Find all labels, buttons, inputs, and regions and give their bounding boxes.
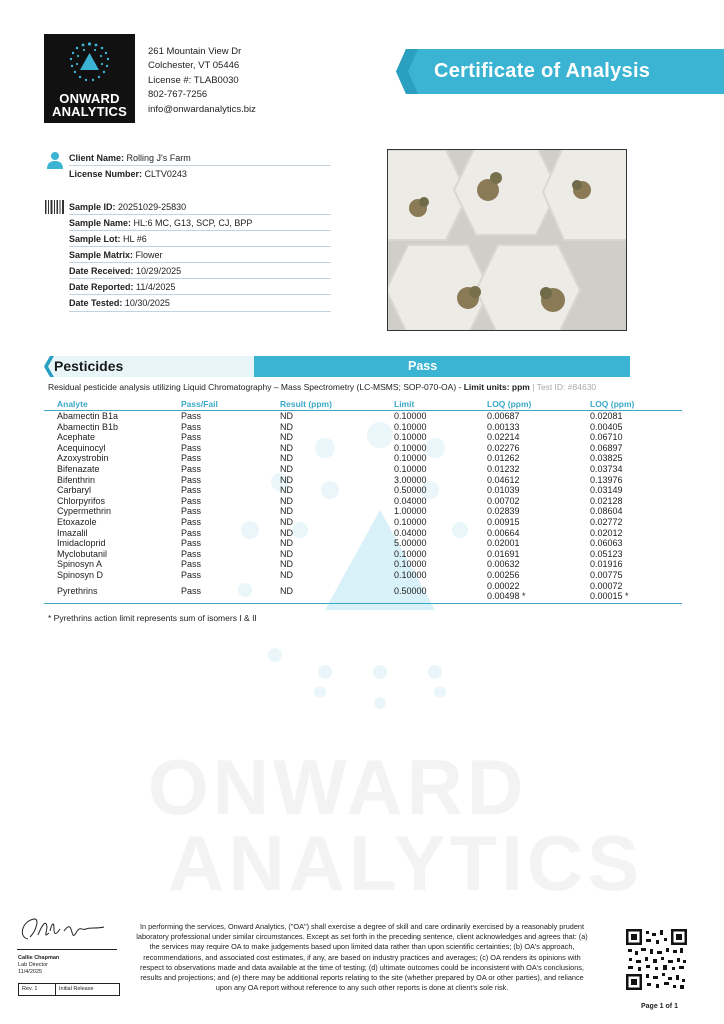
cell-loq: 0.02276 [487,442,520,453]
cell-analyte: Acequinocyl [57,442,106,453]
pyrethrins-note: * Pyrethrins action limit represents sum of isomers I & II [48,613,257,623]
col-result: Result (ppm) [280,399,332,409]
pyrethrins-analyte: Pyrethrins [57,586,98,596]
cell-pass-fail: Pass [181,474,202,485]
pyrethrins-loq-a1: 0.00022 [487,581,520,591]
revision-release: Initial Release [59,986,94,992]
lab-address-line2: Colchester, VT 05446 [148,60,240,72]
cell-analyte: Myclobutanil [57,548,108,559]
logo-word-analytics: ANALYTICS [52,104,127,119]
cell-pass-fail: Pass [181,442,202,453]
cell-loq: 0.00664 [487,527,520,538]
date-received-value: 10/29/2025 [136,266,182,276]
sample-id-value: 20251029-25830 [118,202,187,212]
signer-name: Callie Chapman [18,955,60,961]
cell-pass-fail: Pass [181,464,202,474]
pyrethrins-pass: Pass [181,586,202,596]
pesticides-section-bar [44,356,630,377]
date-tested-value: 10/30/2025 [124,298,170,308]
divider [69,311,331,312]
cell-pass-fail: Pass [181,421,202,432]
revision-number: Rev. 1 [22,986,38,992]
signer-date: 11/4/2025 [18,969,43,975]
cell-limit: 3.00000 [394,474,427,485]
watermark-logo-icon [230,420,470,710]
sample-lot-row [69,234,147,244]
date-tested-row [69,298,170,308]
units-text: Limit units: ppm [463,382,530,392]
cell-result: ND [280,442,293,453]
cell-loq-alt: 0.01916 [590,559,623,570]
cell-analyte: Spinosyn D [57,570,104,580]
cell-analyte: Azoxystrobin [57,453,109,464]
sample-name-label: Sample Name: [69,218,132,228]
sample-matrix-row [69,250,163,260]
cell-pass-fail: Pass [181,538,202,549]
sample-id-label: Sample ID: [69,202,116,212]
cell-result: ND [280,432,293,443]
lab-contact [148,45,256,117]
cell-limit: 0.10000 [394,421,427,432]
cell-limit: 0.04000 [394,495,427,506]
cell-analyte: Acephate [57,432,96,443]
pyrethrins-loq-a2: 0.00498 * [487,591,526,601]
cell-loq: 0.04612 [487,474,520,485]
page-number: Page 1 of 1 [641,1003,678,1010]
cell-result: ND [280,464,293,474]
cell-loq: 0.01262 [487,453,520,464]
cell-limit: 0.04000 [394,527,427,538]
cell-limit: 0.10000 [394,570,427,580]
coa-title-banner [396,49,724,94]
logo-dots-icon [44,36,135,86]
client-license-value: CLTV0243 [144,169,187,179]
lab-email: info@onwardanalytics.biz [148,103,256,115]
cell-analyte: Abamectin B1a [57,411,119,421]
cell-result: ND [280,559,293,570]
signature-line [17,949,117,950]
divider [69,262,331,263]
test-id: | Test ID: #84630 [529,382,597,392]
lab-address-line1: 261 Mountain View Dr [148,46,242,57]
cell-analyte: Bifenazate [57,464,100,474]
date-received-row [69,266,181,276]
pyrethrins-limit: 0.50000 [394,586,427,596]
cell-analyte: Imidacloprid [57,538,106,549]
revision-box [18,983,120,996]
cell-result: ND [280,485,293,496]
col-limit: Limit [394,399,415,409]
cell-loq-alt: 0.13976 [590,474,623,485]
divider [69,294,331,295]
cell-analyte: Spinosyn A [57,559,103,570]
cell-limit: 0.10000 [394,432,427,443]
cell-pass-fail: Pass [181,411,202,421]
cell-limit: 0.10000 [394,464,427,474]
cell-result: ND [280,453,293,464]
client-name-value: Rolling J's Farm [126,153,191,163]
cell-limit: 0.10000 [394,442,427,453]
cell-analyte: Etoxazole [57,517,97,527]
cell-loq: 0.01691 [487,548,520,559]
divider [69,214,331,215]
watermark-word-1: ONWARD [148,743,528,831]
cell-result: ND [280,495,293,506]
lab-phone: 802-767-7256 [148,89,208,101]
divider [69,165,331,166]
cell-pass-fail: Pass [181,485,202,496]
client-name-label: Client Name: [69,153,125,163]
cell-result: ND [280,570,293,580]
qr-code-icon[interactable] [626,929,687,990]
cell-loq: 0.00915 [487,517,520,527]
divider [69,230,331,231]
sample-matrix-label: Sample Matrix: [69,250,134,260]
cell-result: ND [280,548,293,559]
cell-loq-alt: 0.06710 [590,432,623,443]
cell-result: ND [280,538,293,549]
col-loq-2: LOQ (ppm) [590,399,635,409]
col-analyte: Analyte [57,399,88,409]
cell-loq: 0.00687 [487,411,520,421]
cell-result: ND [280,411,293,421]
cell-limit: 0.10000 [394,453,427,464]
cell-loq-alt: 0.02772 [590,517,623,527]
divider [69,246,331,247]
disclaimer: In performing the services, Onward Analytics, ("OA") shall exercise a degree of skill and care ordinarily exercised by a reasonably prudent laboratory professional under similar circumstances. Except as set forth in the preceding sentence, client acknowledges and agrees that: (a) the services may require OA to make judgements based upon limited data rather than upon scientific certainties; (b) OA's approach, recommendations, and associated cost estimates, if any, are based on industry practices and averages; (c) OA renders its opinions with respect to observations made and data available at the time of testing; (d) ultimate outcomes could be inconsistent with OA's conclusions, results and projections; and (e) there may be additional reports relating to the site (whether prepared by OA or other parties), and reliance upon any OA report without reference to any such other reports is done at client's sole risk. [136,922,588,993]
cell-loq: 0.01039 [487,485,520,496]
cell-loq-alt: 0.05123 [590,548,623,559]
pesticides-status: Pass [408,359,438,373]
signature-image [16,913,108,947]
cell-pass-fail: Pass [181,527,202,538]
lab-license: License #: TLAB0030 [148,74,239,86]
cell-analyte: Carbaryl [57,485,92,496]
signer-title: Lab Director [18,962,48,968]
client-name-row [69,153,191,163]
cell-loq-alt: 0.03149 [590,485,623,496]
pyrethrins-result: ND [280,586,293,596]
cell-loq-alt: 0.03825 [590,453,623,464]
cell-result: ND [280,517,293,527]
sample-name-row [69,218,252,228]
cell-loq-alt: 0.00775 [590,570,623,580]
cell-loq-alt: 0.08604 [590,506,623,517]
cell-result: ND [280,474,293,485]
method-text: Residual pesticide analysis utilizing Liquid Chromatography – Mass Spectrometry (LC-MSMS; SOP-070-OA) - [48,382,464,392]
cell-loq: 0.02839 [487,506,520,517]
pesticides-title: Pesticides [54,358,124,374]
cell-result: ND [280,421,293,432]
sample-tray-image [388,150,626,330]
cell-pass-fail: Pass [181,559,202,570]
cell-loq: 0.02001 [487,538,520,549]
client-license-label: License Number: [69,169,143,179]
cell-loq: 0.00256 [487,570,520,580]
cell-pass-fail: Pass [181,506,202,517]
signer-block [18,955,59,976]
date-tested-label: Date Tested: [69,298,123,308]
cell-limit: 1.00000 [394,506,427,517]
cell-loq-alt: 0.03734 [590,464,623,474]
cell-loq-alt: 0.02012 [590,527,623,538]
cell-analyte: Abamectin B1b [57,421,119,432]
cell-pass-fail: Pass [181,570,202,580]
sample-name-value: HL:6 MC, G13, SCP, CJ, BPP [133,218,253,228]
cell-pass-fail: Pass [181,453,202,464]
sample-photo [387,149,627,331]
cell-limit: 5.00000 [394,538,427,549]
company-logo [44,34,135,123]
cell-result: ND [280,506,293,517]
cell-loq: 0.00133 [487,421,520,432]
cell-limit: 0.50000 [394,485,427,496]
cell-analyte: Bifenthrin [57,474,96,485]
barcode-icon [45,200,64,214]
cell-analyte: Chlorpyrifos [57,495,106,506]
cell-loq: 0.02214 [487,432,520,443]
client-user-icon [46,151,64,169]
divider [69,278,331,279]
cell-loq-alt: 0.02128 [590,495,623,506]
cell-loq-alt: 0.06063 [590,538,623,549]
cell-analyte: Imazalil [57,527,88,538]
cell-loq-alt: 0.00405 [590,421,623,432]
pyrethrins-loq-b2: 0.00015 * [590,591,629,601]
cell-limit: 0.10000 [394,548,427,559]
date-reported-value: 11/4/2025 [136,282,176,292]
cell-pass-fail: Pass [181,432,202,443]
logo-word-onward: ONWARD [59,91,120,106]
cell-pass-fail: Pass [181,517,202,527]
cell-limit: 0.10000 [394,517,427,527]
date-reported-row [69,282,175,292]
table-bottom-divider [44,603,682,604]
cell-loq-alt: 0.02081 [590,411,623,421]
cell-pass-fail: Pass [181,548,202,559]
cell-pass-fail: Pass [181,495,202,506]
cell-limit: 0.10000 [394,559,427,570]
cell-loq-alt: 0.06897 [590,442,623,453]
pesticides-description [48,382,596,392]
document-title: Certificate of Analysis [434,60,651,82]
header-divider [44,410,682,411]
col-pass-fail: Pass/Fail [181,399,218,409]
sample-lot-value: HL #6 [123,234,147,244]
sample-id-row [69,202,186,212]
date-received-label: Date Received: [69,266,134,276]
cell-loq: 0.01232 [487,464,520,474]
client-license-row [69,169,187,179]
watermark-word-2: ANALYTICS [168,819,644,907]
revision-divider [55,984,56,995]
col-loq-1: LOQ (ppm) [487,399,532,409]
cell-loq: 0.00702 [487,495,520,506]
cell-result: ND [280,527,293,538]
sample-matrix-value: Flower [135,250,163,260]
pyrethrins-loq-b1: 0.00072 [590,581,623,591]
cell-analyte: Cypermethrin [57,506,112,517]
sample-lot-label: Sample Lot: [69,234,121,244]
date-reported-label: Date Reported: [69,282,134,292]
cell-limit: 0.10000 [394,411,427,421]
cell-loq: 0.00632 [487,559,520,570]
